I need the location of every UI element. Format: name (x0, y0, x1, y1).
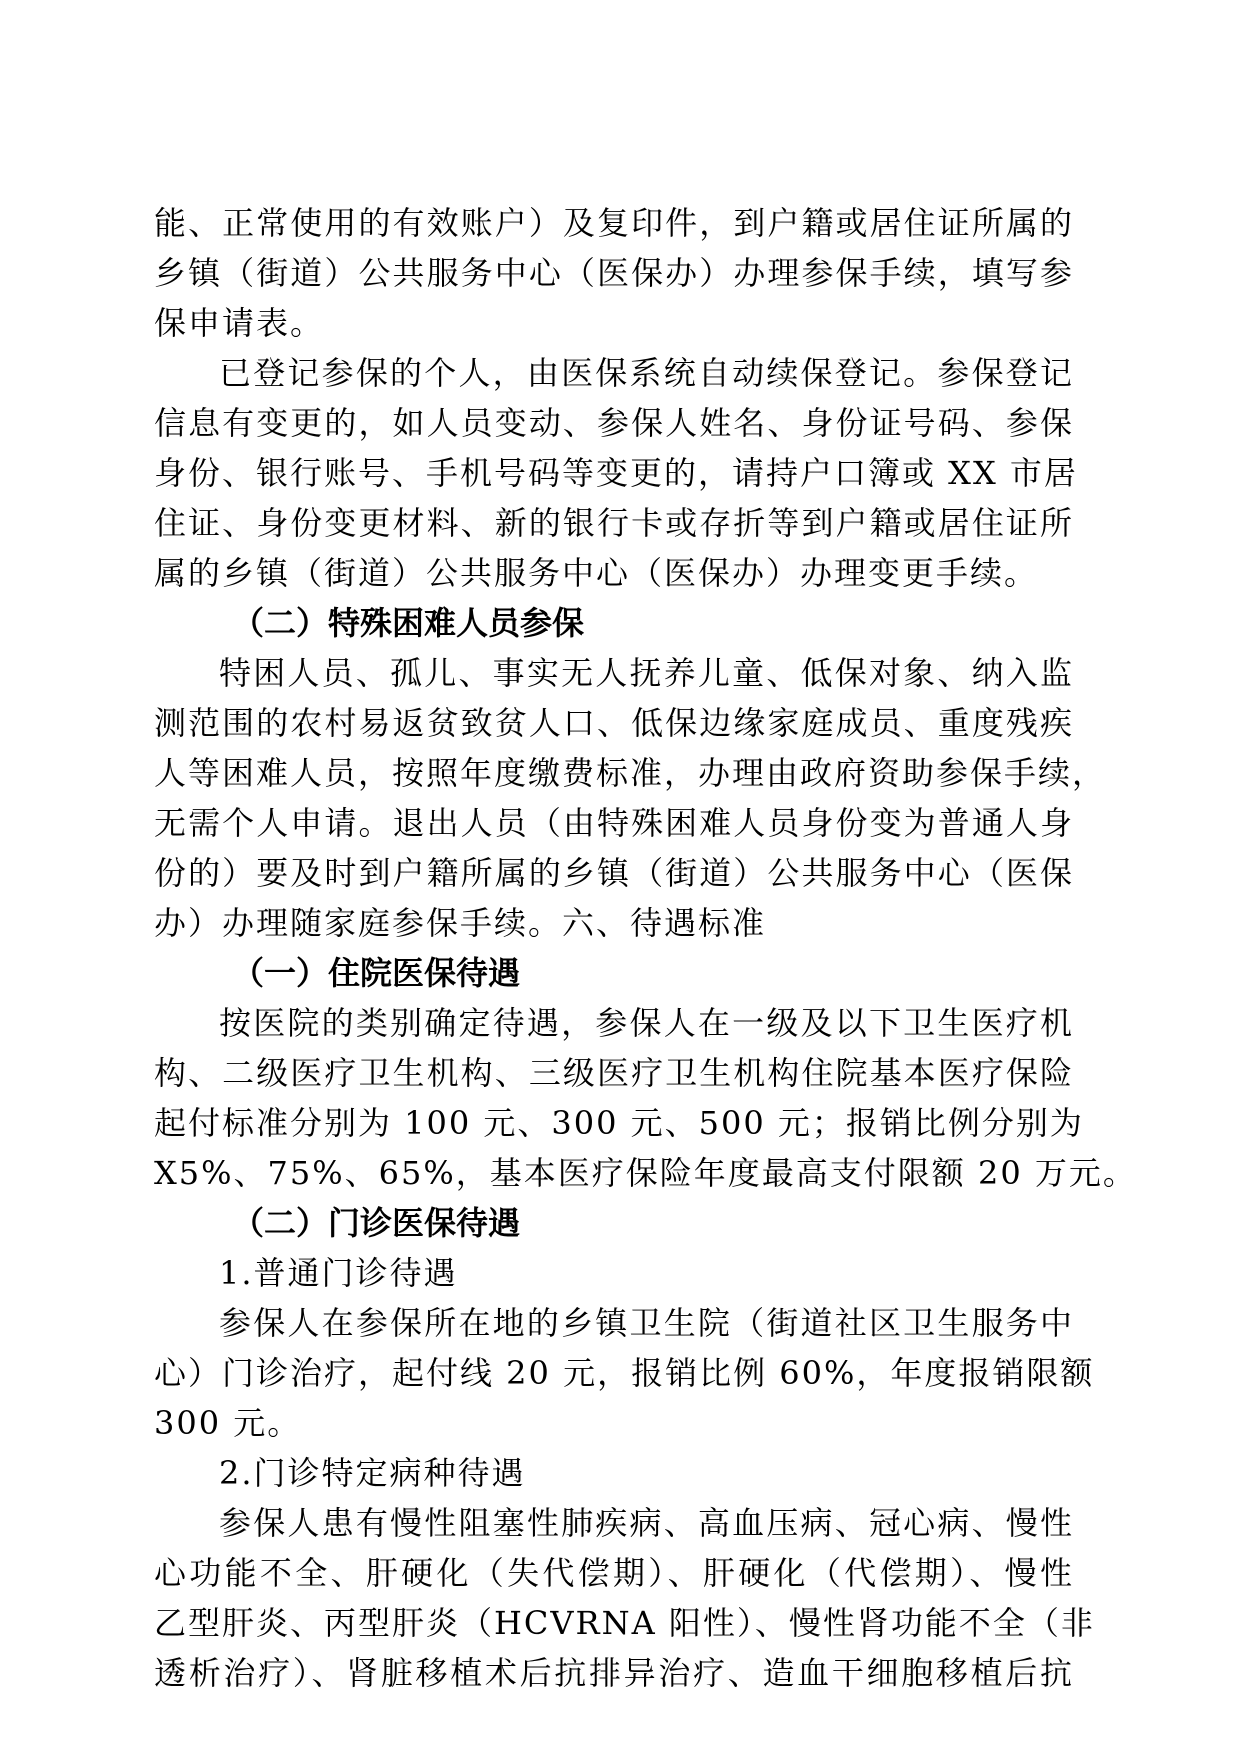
paragraph-line: 特困人员、孤儿、事实无人抚养儿童、低保对象、纳入监 (219, 654, 1074, 692)
paragraph-line: 参保人患有慢性阻塞性肺疾病、高血压病、冠心病、慢性 (219, 1504, 1074, 1542)
paragraph-line: 乙型肝炎、丙型肝炎（HCVRNA 阳性）、慢性肾功能不全（非 (154, 1604, 1095, 1642)
paragraph-line: 属的乡镇（街道）公共服务中心（医保办）办理变更手续。 (154, 554, 1039, 592)
paragraph-line: 300 元。 (154, 1404, 302, 1442)
paragraph-line: 信息有变更的，如人员变动、参保人姓名、身份证号码、参保 (154, 404, 1074, 442)
section-heading: （二）门诊医保待遇 (232, 1204, 521, 1242)
paragraph-line: 测范围的农村易返贫致贫人口、低保边缘家庭成员、重度残疾 (154, 704, 1074, 742)
paragraph-line: 参保人在参保所在地的乡镇卫生院（街道社区卫生服务中 (219, 1304, 1074, 1342)
paragraph-line: 能、正常使用的有效账户）及复印件，到户籍或居住证所属的 (154, 204, 1074, 242)
paragraph-line: 无需个人申请。退出人员（由特殊困难人员身份变为普通人身 (154, 804, 1074, 842)
paragraph-line: 乡镇（街道）公共服务中心（医保办）办理参保手续，填写参 (154, 254, 1074, 292)
paragraph-line: 按医院的类别确定待遇，参保人在一级及以下卫生医疗机 (219, 1004, 1074, 1042)
subsection-heading: 2.门诊特定病种待遇 (219, 1454, 526, 1492)
paragraph-line: 保申请表。 (154, 304, 325, 342)
paragraph-line: 人等困难人员，按照年度缴费标准，办理由政府资助参保手续， (154, 754, 1107, 792)
paragraph-line: X5%、75%、65%，基本医疗保险年度最高支付限额 20 万元。 (154, 1154, 1137, 1192)
paragraph-line: 构、二级医疗卫生机构、三级医疗卫生机构住院基本医疗保险 (154, 1054, 1074, 1092)
paragraph-line: 透析治疗）、肾脏移植术后抗排异治疗、造血干细胞移植后抗 (154, 1654, 1074, 1692)
paragraph-line: 起付标准分别为 100 元、300 元、500 元；报销比例分别为 (154, 1104, 1084, 1142)
paragraph-line: 份的）要及时到户籍所属的乡镇（街道）公共服务中心（医保 (154, 854, 1074, 892)
subsection-heading: 1.普通门诊待遇 (219, 1254, 458, 1292)
paragraph-line: 办）办理随家庭参保手续。六、待遇标准 (154, 904, 767, 942)
paragraph-line: 已登记参保的个人，由医保系统自动续保登记。参保登记 (219, 354, 1074, 392)
paragraph-line: 心功能不全、肝硬化（失代偿期）、肝硬化（代偿期）、慢性 (154, 1554, 1074, 1592)
paragraph-line: 身份、银行账号、手机号码等变更的，请持户口簿或 XX 市居 (154, 454, 1078, 492)
section-heading: （一）住院医保待遇 (232, 954, 521, 992)
paragraph-line: 住证、身份变更材料、新的银行卡或存折等到户籍或居住证所 (154, 504, 1074, 542)
paragraph-line: 心）门诊治疗，起付线 20 元，报销比例 60%，年度报销限额 (154, 1354, 1095, 1392)
section-heading: （二）特殊困难人员参保 (232, 604, 585, 642)
